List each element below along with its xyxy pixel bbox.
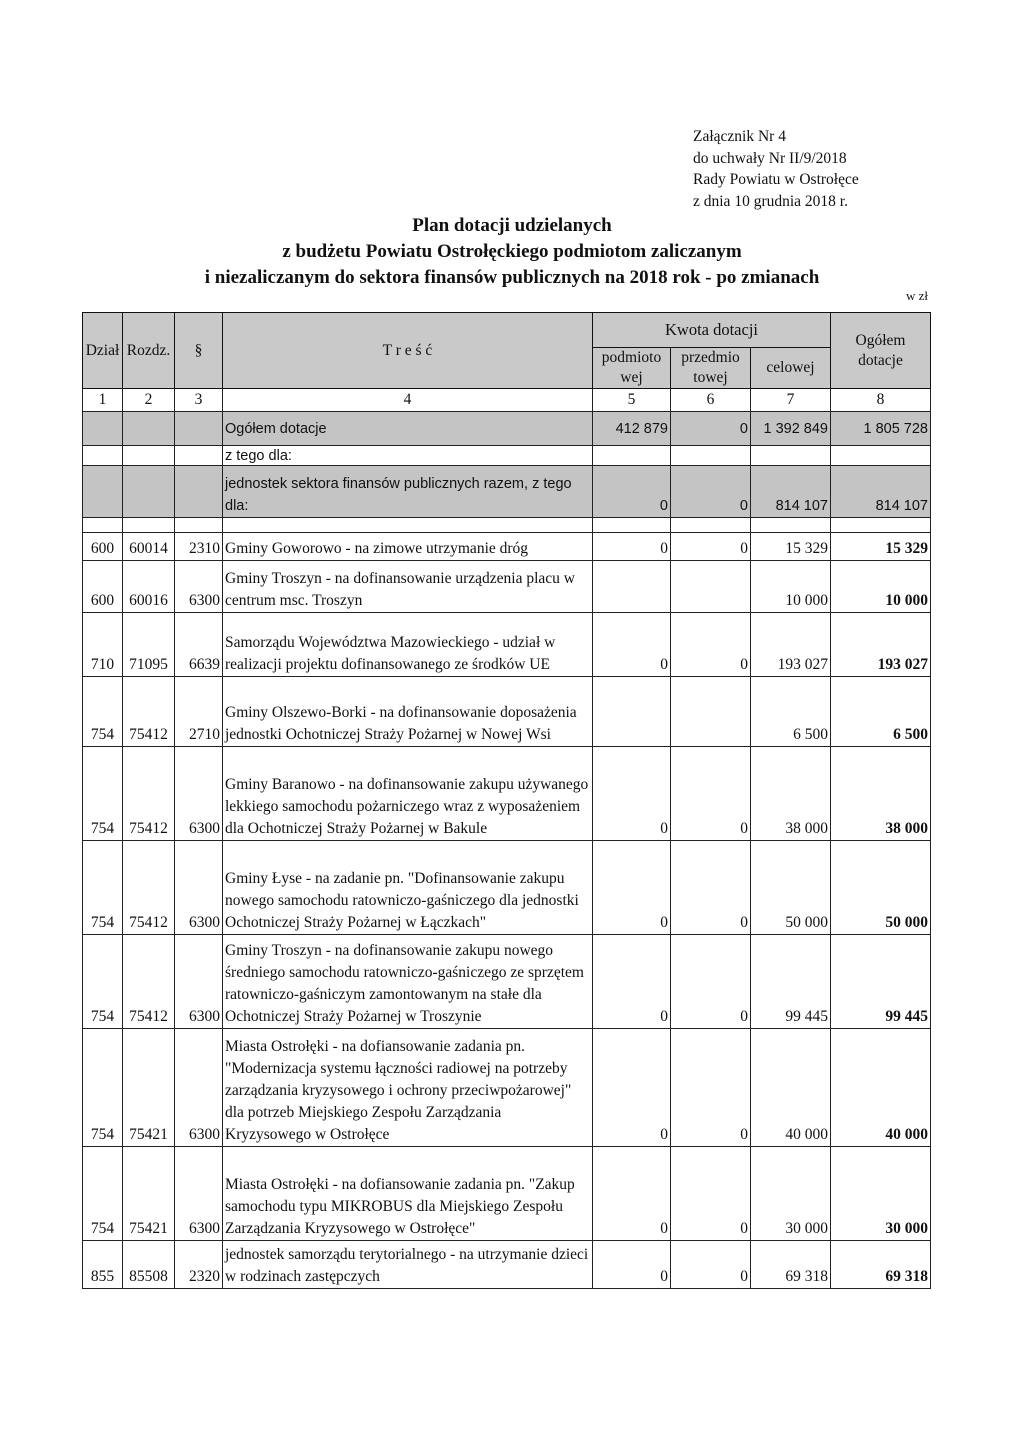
col-number: 4 xyxy=(223,389,593,412)
cell-tresc: Gminy Troszyn - na dofinansowanie urządzenia placu w centrum msc. Troszyn xyxy=(223,561,593,613)
cell-przedm xyxy=(671,561,751,613)
cell-tresc: Samorządu Województwa Mazowieckiego - udział w realizacji projektu dofinansowanego ze środków UE xyxy=(223,613,593,677)
col-number: 5 xyxy=(593,389,671,412)
cell-tresc: Gminy Łyse - na zadanie pn. "Dofinansowanie zakupu nowego samochodu ratowniczo-gaśniczego dla jednostki Ochotniczej Straży Pożarnej w Łączkach" xyxy=(223,841,593,935)
table-row xyxy=(83,677,931,747)
cell-ogol: 69 318 xyxy=(831,1241,931,1289)
col-number: 1 xyxy=(83,389,123,412)
cell-ogol: 40 000 xyxy=(831,1029,931,1147)
header-dzial: Dział xyxy=(83,313,123,389)
cell-cel: 15 329 xyxy=(751,533,831,561)
col-number: 3 xyxy=(175,389,223,412)
header-rozdz: Rozdz. xyxy=(123,313,175,389)
subtotal-label: jednostek sektora finansów publicznych razem, z tego dla: xyxy=(223,466,593,518)
cell-dzial: 754 xyxy=(83,747,123,841)
cell-par: 6639 xyxy=(175,613,223,677)
spacer-row xyxy=(83,518,931,533)
header-kwota: Kwota dotacji xyxy=(593,313,831,348)
header-przedmiotowej xyxy=(671,348,751,389)
cell-par: 2310 xyxy=(175,533,223,561)
cell-tresc: jednostek samorządu terytorialnego - na utrzymanie dzieci w rodzinach zastępczych xyxy=(223,1241,593,1289)
cell-tresc: Gminy Goworowo - na zimowe utrzymanie dróg xyxy=(223,533,593,561)
cell-przedm: 0 xyxy=(671,1241,751,1289)
title-line-3: i niezaliczanym do sektora finansów publicznych na 2018 rok - po zmianach xyxy=(204,267,820,288)
cell-cel: 38 000 xyxy=(751,747,831,841)
table-row xyxy=(83,841,931,935)
cell-ogol: 50 000 xyxy=(831,841,931,935)
annex-note xyxy=(693,126,859,212)
col-number: 2 xyxy=(123,389,175,412)
header-ogolem-line2: dotacje xyxy=(858,351,903,369)
subtotal-celowe: 814 107 xyxy=(751,466,831,518)
cell-podm: 0 xyxy=(593,935,671,1029)
cell-przedm xyxy=(671,677,751,747)
subsidy-table xyxy=(82,312,931,1289)
col-number: 6 xyxy=(671,389,751,412)
cell-rozdz: 75421 xyxy=(123,1147,175,1241)
title-line-1: Plan dotacji udzielanych xyxy=(412,215,612,236)
total-row xyxy=(83,412,931,446)
cell-przedm: 0 xyxy=(671,1147,751,1241)
cell-cel: 99 445 xyxy=(751,935,831,1029)
cell-rozdz: 75412 xyxy=(123,841,175,935)
cell-podm: 0 xyxy=(593,533,671,561)
cell-przedm: 0 xyxy=(671,613,751,677)
header-podmiotowej-line2: wej xyxy=(620,369,643,386)
cell-dzial: 600 xyxy=(83,533,123,561)
table-row xyxy=(83,533,931,561)
cell-podm: 0 xyxy=(593,1029,671,1147)
table-row xyxy=(83,747,931,841)
annex-line-4: z dnia 10 grudnia 2018 r. xyxy=(693,192,848,210)
cell-podm: 0 xyxy=(593,1241,671,1289)
cell-dzial: 754 xyxy=(83,677,123,747)
col-number: 7 xyxy=(751,389,831,412)
cell-ogol: 38 000 xyxy=(831,747,931,841)
cell-przedm: 0 xyxy=(671,533,751,561)
header-ogolem xyxy=(831,313,931,389)
cell-ogol: 193 027 xyxy=(831,613,931,677)
total-przedmiotowe: 0 xyxy=(671,412,751,446)
cell-cel: 193 027 xyxy=(751,613,831,677)
cell-przedm: 0 xyxy=(671,747,751,841)
annex-line-2: do uchwały Nr II/9/2018 xyxy=(693,149,847,167)
table-body xyxy=(83,389,931,1289)
cell-dzial: 754 xyxy=(83,1029,123,1147)
cell-podm: 0 xyxy=(593,841,671,935)
total-ogolem: 1 805 728 xyxy=(831,412,931,446)
currency-unit: w zł xyxy=(906,288,929,303)
cell-rozdz: 75421 xyxy=(123,1029,175,1147)
cell-dzial: 600 xyxy=(83,561,123,613)
cell-cel: 40 000 xyxy=(751,1029,831,1147)
cell-rozdz: 75412 xyxy=(123,677,175,747)
document-title xyxy=(0,213,1024,291)
z-tego-row xyxy=(83,446,931,466)
cell-cel: 30 000 xyxy=(751,1147,831,1241)
total-podmiotowe: 412 879 xyxy=(593,412,671,446)
table-row xyxy=(83,935,931,1029)
cell-ogol: 15 329 xyxy=(831,533,931,561)
cell-tresc: Miasta Ostrołęki - na dofiansowanie zadania pn. "Modernizacja systemu łączności radiowej na potrzeby zarządzania kryzysowego i ochrony przeciwpożarowej" dla potrzeb Miejskiego Zespołu Zarządzania Kryzysowego w Ostrołęce xyxy=(223,1029,593,1147)
subtotal-row xyxy=(83,466,931,518)
total-label: Ogółem dotacje xyxy=(223,412,593,446)
header-przedmiotowej-line1: przedmio xyxy=(681,349,740,366)
cell-rozdz: 75412 xyxy=(123,747,175,841)
cell-par: 6300 xyxy=(175,841,223,935)
cell-tresc: Gminy Olszewo-Borki - na dofinansowanie doposażenia jednostki Ochotniczej Straży Pożarnej w Nowej Wsi xyxy=(223,677,593,747)
table-header xyxy=(83,313,931,389)
table-row xyxy=(83,1147,931,1241)
cell-cel: 69 318 xyxy=(751,1241,831,1289)
cell-ogol: 99 445 xyxy=(831,935,931,1029)
cell-par: 2710 xyxy=(175,677,223,747)
cell-tresc: Gminy Troszyn - na dofinansowanie zakupu nowego średniego samochodu ratowniczo-gaśniczego ze sprzętem ratowniczo-gaśniczym zamontowanym na stałe dla Ochotniczej Straży Pożarnej w Troszynie xyxy=(223,935,593,1029)
header-celowej: celowej xyxy=(751,348,831,389)
cell-dzial: 710 xyxy=(83,613,123,677)
subtotal-podmiotowe: 0 xyxy=(593,466,671,518)
cell-par: 6300 xyxy=(175,935,223,1029)
cell-podm xyxy=(593,561,671,613)
annex-line-1: Załącznik Nr 4 xyxy=(693,128,786,145)
cell-rozdz: 71095 xyxy=(123,613,175,677)
cell-par: 6300 xyxy=(175,1147,223,1241)
cell-rozdz: 60016 xyxy=(123,561,175,613)
cell-rozdz: 60014 xyxy=(123,533,175,561)
cell-par: 6300 xyxy=(175,1029,223,1147)
cell-dzial: 754 xyxy=(83,1147,123,1241)
table-row xyxy=(83,1241,931,1289)
cell-ogol: 10 000 xyxy=(831,561,931,613)
col-number: 8 xyxy=(831,389,931,412)
cell-tresc: Miasta Ostrołęki - na dofiansowanie zadania pn. "Zakup samochodu typu MIKROBUS dla Miejskiego Zespołu Zarządzania Kryzysowego w Ostrołęce" xyxy=(223,1147,593,1241)
annex-line-3: Rady Powiatu w Ostrołęce xyxy=(693,171,859,188)
z-tego-label: z tego dla: xyxy=(223,446,593,466)
header-podmiotowej-line1: podmioto xyxy=(601,349,662,366)
cell-podm: 0 xyxy=(593,613,671,677)
table-row xyxy=(83,1029,931,1147)
cell-ogol: 6 500 xyxy=(831,677,931,747)
cell-cel: 10 000 xyxy=(751,561,831,613)
cell-par: 6300 xyxy=(175,561,223,613)
cell-tresc: Gminy Baranowo - na dofinansowanie zakupu używanego lekkiego samochodu pożarniczego wraz z wyposażeniem dla Ochotniczej Straży Pożarnej w Bakule xyxy=(223,747,593,841)
title-line-2: z budżetu Powiatu Ostrołęckiego podmiotom zaliczanym xyxy=(282,241,742,262)
cell-przedm: 0 xyxy=(671,935,751,1029)
cell-cel: 6 500 xyxy=(751,677,831,747)
cell-podm xyxy=(593,677,671,747)
cell-przedm: 0 xyxy=(671,841,751,935)
subtotal-przedmiotowe: 0 xyxy=(671,466,751,518)
cell-podm: 0 xyxy=(593,1147,671,1241)
cell-przedm: 0 xyxy=(671,1029,751,1147)
column-numbers-row xyxy=(83,389,931,412)
cell-dzial: 855 xyxy=(83,1241,123,1289)
cell-dzial: 754 xyxy=(83,841,123,935)
table-row xyxy=(83,561,931,613)
header-przedmiotowej-line2: towej xyxy=(693,369,728,386)
cell-cel: 50 000 xyxy=(751,841,831,935)
header-podmiotowej xyxy=(593,348,671,389)
table-row xyxy=(83,613,931,677)
header-ogolem-line1: Ogółem xyxy=(855,331,906,349)
cell-dzial: 754 xyxy=(83,935,123,1029)
cell-rozdz: 85508 xyxy=(123,1241,175,1289)
cell-par: 6300 xyxy=(175,747,223,841)
cell-podm: 0 xyxy=(593,747,671,841)
header-paragraf: § xyxy=(175,313,223,389)
subtotal-ogolem: 814 107 xyxy=(831,466,931,518)
cell-rozdz: 75412 xyxy=(123,935,175,1029)
header-tresc: T r e ś ć xyxy=(223,313,593,389)
cell-ogol: 30 000 xyxy=(831,1147,931,1241)
total-celowe: 1 392 849 xyxy=(751,412,831,446)
cell-par: 2320 xyxy=(175,1241,223,1289)
